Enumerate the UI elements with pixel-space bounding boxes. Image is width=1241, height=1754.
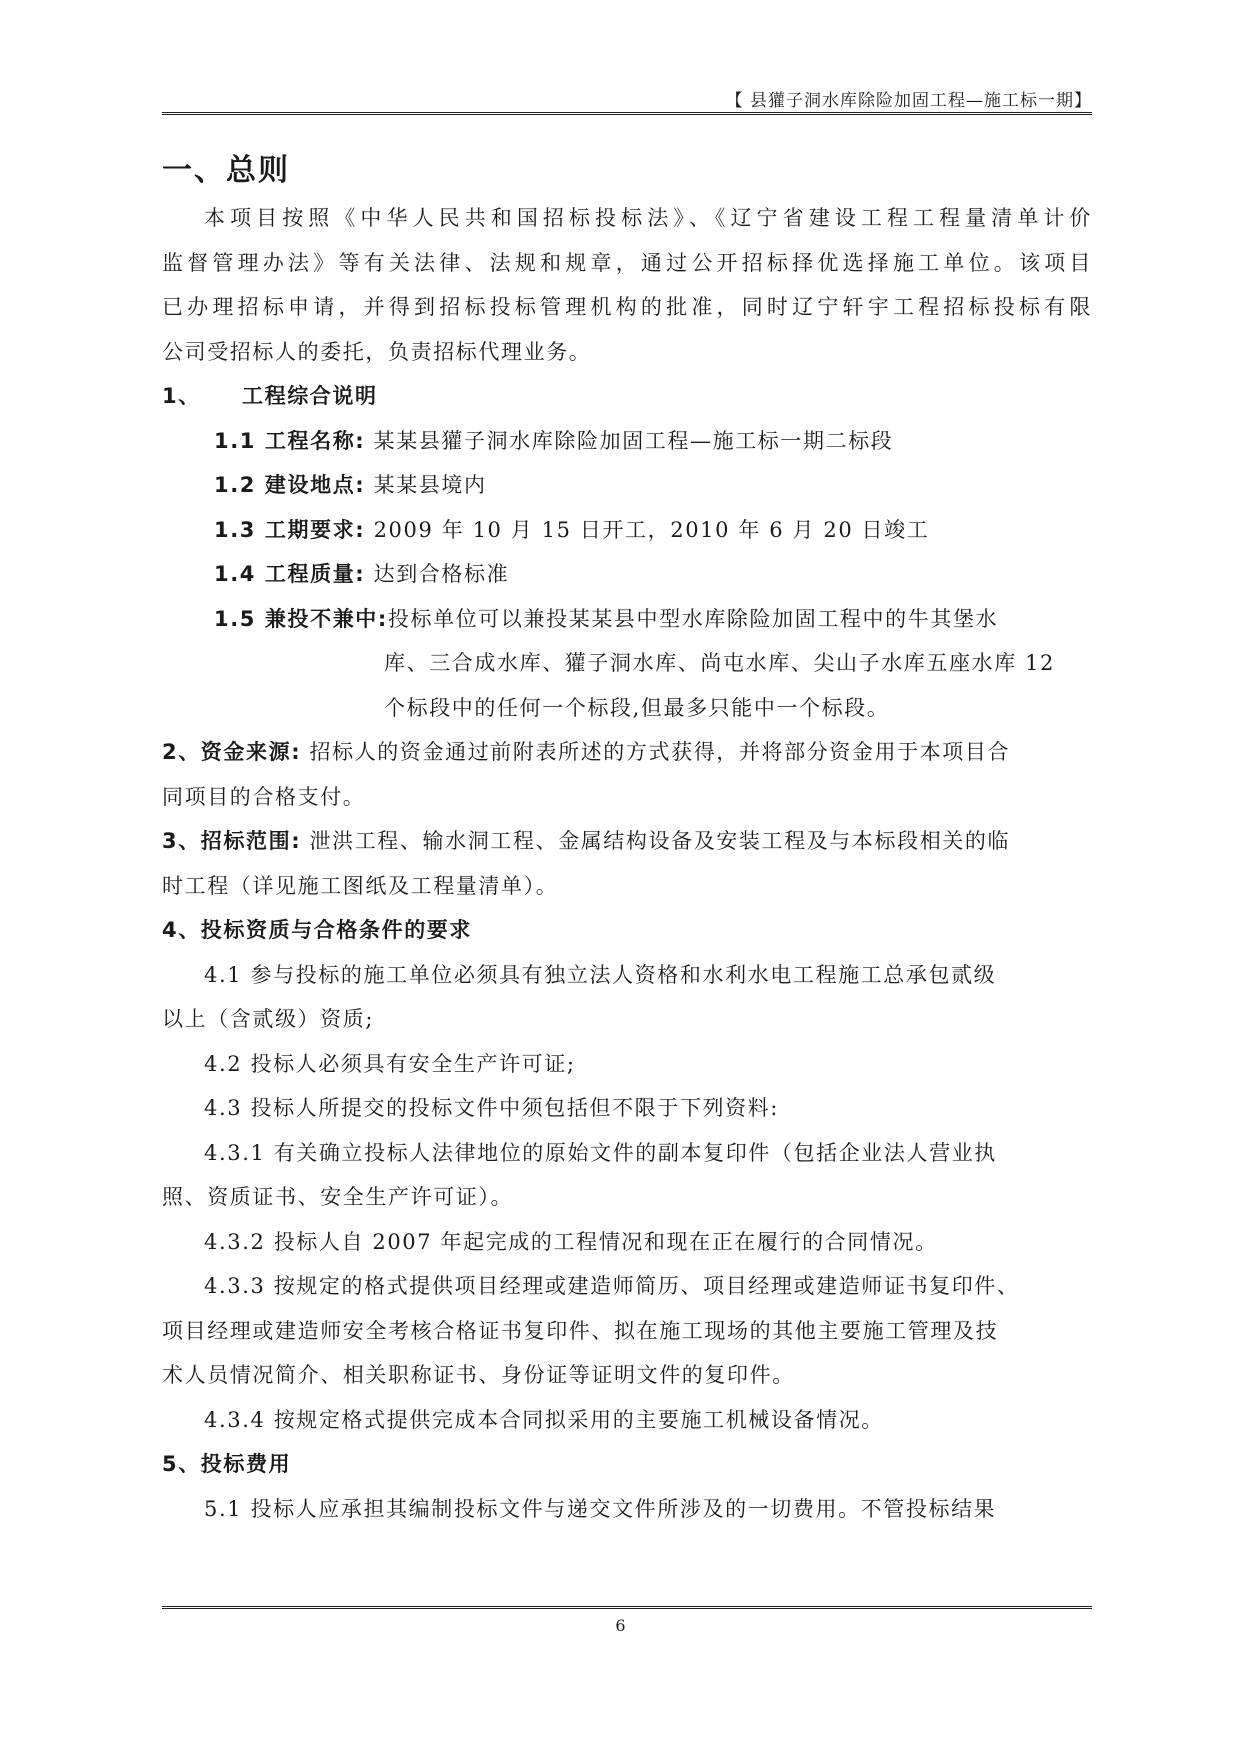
item-1-2 <box>162 463 1092 508</box>
item-1-3-value: 2009 年 10 月 15 日开工，2010 年 6 月 20 日竣工 <box>373 517 930 542</box>
item-1-4 <box>162 552 1092 597</box>
item-1-1-value: 某某县獾子洞水库除险加固工程—施工标一期二标段 <box>373 428 894 453</box>
chapter-title: 一、总则 <box>162 153 290 188</box>
item-1-5-continuation-1: 库、三合成水库、獾子洞水库、尚屯水库、尖山子水库五座水库 12 <box>384 651 1055 675</box>
item-1-5-label: 1.5 兼投不兼中: <box>214 606 388 631</box>
item-1-1-label: 1.1 工程名称: <box>214 428 366 453</box>
para-5-1: 5.1 投标人应承担其编制投标文件与递交文件所涉及的一切费用。不管投标结果 <box>204 1496 997 1521</box>
section-1-number: 1、 <box>162 384 201 408</box>
intro-line-2: 监督管理办法》等有关法律、法规和规章，通过公开招标择优选择施工单位。该项目 <box>162 250 1092 275</box>
header-divider <box>162 112 1092 115</box>
item-1-4-label: 1.4 工程质量: <box>214 562 366 586</box>
section-4-heading: 4、投标资质与合格条件的要求 <box>162 918 473 942</box>
section-5-heading: 5、投标费用 <box>162 1452 292 1476</box>
section-1-title: 工程综合说明 <box>242 384 378 408</box>
section-2 <box>162 730 1092 775</box>
para-4-3-1-line-1: 4.3.1 有关确立投标人法律地位的原始文件的副本复印件（包括企业法人营业执 <box>204 1140 997 1165</box>
header-title: 【 县獾子洞水库除险加固工程—施工标一期】 <box>725 91 1092 111</box>
item-1-1 <box>162 419 1092 464</box>
section-3-continuation: 时工程（详见施工图纸及工程量清单）。 <box>162 873 559 898</box>
section-3-text: 泄洪工程、输水洞工程、金属结构设备及安装工程及与本标段相关的临 <box>309 829 1011 853</box>
section-3 <box>162 819 1092 864</box>
page-number: 6 <box>615 1616 626 1635</box>
para-4-3-2: 4.3.2 投标人自 2007 年起完成的工程情况和现在正在履行的合同情况。 <box>204 1229 938 1254</box>
running-header <box>162 82 1092 111</box>
section-1-heading <box>162 374 1092 419</box>
intro-line-3: 已办理招标申请，并得到招标投标管理机构的批准，同时辽宁轩宇工程招标投标有限 <box>162 295 1092 319</box>
para-4-1-line-2: 以上（含贰级）资质; <box>162 1007 375 1031</box>
footer-divider <box>162 1606 1092 1609</box>
item-1-2-label: 1.2 建设地点: <box>214 473 366 497</box>
section-2-continuation: 同项目的合格支付。 <box>162 784 366 809</box>
intro-line-1: 本项目按照《中华人民共和国招标投标法》、《辽宁省建设工程工程量清单计价 <box>204 206 1092 230</box>
para-4-3-4: 4.3.4 按规定格式提供完成本合同拟采用的主要施工机械设备情况。 <box>204 1407 884 1432</box>
item-1-5 <box>162 597 1092 642</box>
document-body <box>162 148 1092 1531</box>
para-4-1-line-1: 4.1 参与投标的施工单位必须具有独立法人资格和水利水电工程施工总承包贰级 <box>204 962 997 987</box>
item-1-5-value: 投标单位可以兼投某某县中型水库除险加固工程中的牛其堡水 <box>387 606 999 631</box>
section-2-label: 2、资金来源: <box>162 740 302 764</box>
item-1-3-label: 1.3 工期要求: <box>214 517 366 542</box>
intro-line-4: 公司受招标人的委托，负责招标代理业务。 <box>162 339 592 364</box>
para-4-2: 4.2 投标人必须具有安全生产许可证; <box>204 1051 576 1076</box>
para-4-3-3-line-1: 4.3.3 按规定的格式提供项目经理或建造师简历、项目经理或建造师证书复印件、 <box>204 1274 1020 1298</box>
item-1-2-value: 某某县境内 <box>373 473 487 497</box>
item-1-5-continuation-2: 个标段中的任何一个标段,但最多只能中一个标段。 <box>384 695 890 720</box>
para-4-3-1-line-2: 照、资质证书、安全生产许可证）。 <box>162 1185 514 1209</box>
item-1-4-value: 达到合格标准 <box>373 562 510 586</box>
section-3-label: 3、招标范围: <box>162 829 302 853</box>
para-4-3-3-line-2: 项目经理或建造师安全考核合格证书复印件、拟在施工现场的其他主要施工管理及技 <box>162 1318 999 1343</box>
item-1-3 <box>162 508 1092 553</box>
para-4-3-3-line-3: 术人员情况简介、相关职称证书、身份证等证明文件的复印件。 <box>162 1363 795 1387</box>
para-4-3: 4.3 投标人所提交的投标文件中须包括但不限于下列资料: <box>204 1096 779 1120</box>
section-2-text: 招标人的资金通过前附表所述的方式获得，并将部分资金用于本项目合 <box>309 740 1011 764</box>
